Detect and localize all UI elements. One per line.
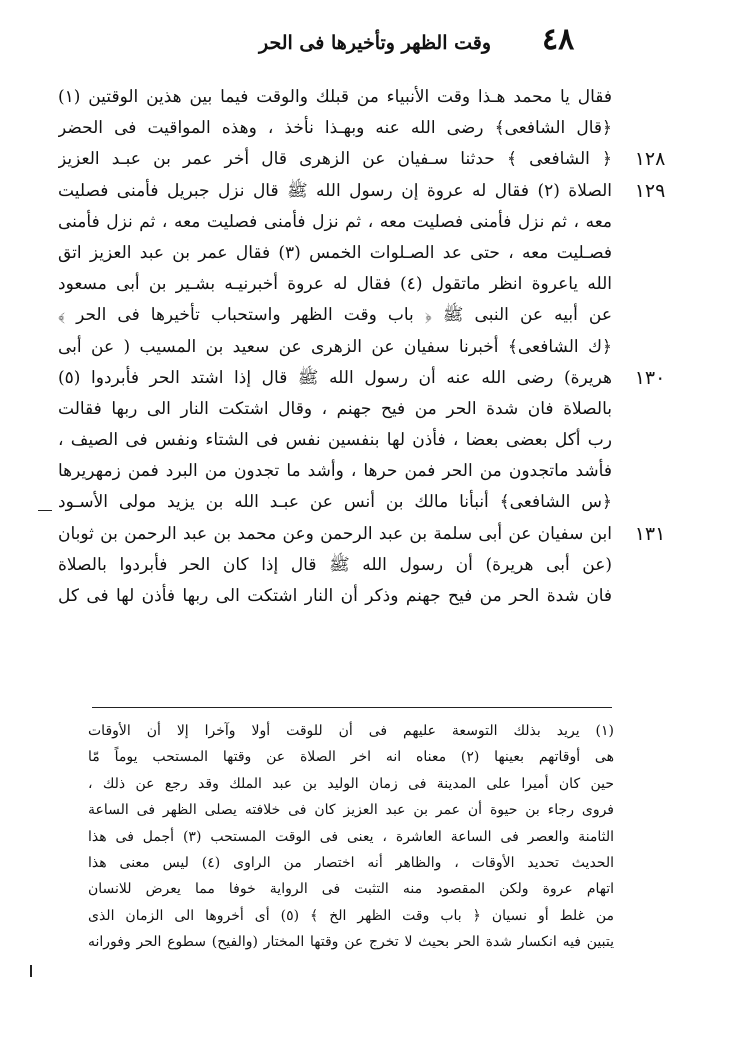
text-line: معه ، ثم نزل فأمنى فصليت معه ، ثم نزل فأمنى فصليت معه ، ثم نزل فأمنى <box>58 211 612 232</box>
text-line: (عن أبى هريرة) أن رسول الله ﷺ قال إذا كان الحر فأبردوا بالصلاة <box>58 554 612 575</box>
text-line: الصلاة (٢) فقال له عروة إن رسول الله ﷺ قال نزل جبريل فأمنى فصليت <box>58 180 612 201</box>
footnote-separator <box>92 707 612 708</box>
footnote-line: حين كان أميرا على المدينة فى زمان الوليد بن عبد الملك وقد رجع عن ذلك ، <box>88 775 614 792</box>
footnote-line: فروى رجاء بن حيوة أن عمر بن عبد العزيز كان فى خلافته يصلى الظهر فى الساعة <box>88 802 614 819</box>
footnote-line: هى أوقاتهم بعينها (٢) معناه انه اخر الصلاة عن وقتها المستحب يوماً مّا <box>88 749 614 766</box>
main-text <box>58 82 612 612</box>
text-line: الله ياعروة انظر ماتقول (٤) فقال له عروة أخبرنيـه بشـير بن أبى مسعود <box>58 274 612 295</box>
footnote-line: (١) يريد بذلك التوسعة عليهم فى أن للوقت أولا وآخرا إلا أن الأوقات <box>88 723 614 739</box>
text-line: هريرة) رضى الله عنه أن رسول الله ﷺ قال إذا اشتد الحر فأبردوا (٥) <box>58 367 612 388</box>
footnote-line: الحديث تحديد الأوقات ، والظاهر أنه اختصار من الراوى (٤) ليس معنى هذا <box>88 854 614 871</box>
text-line: فأشد ماتجدون من الحر فمن حرها ، وأشد ما تجدون من البرد فمن زمهريرها <box>58 461 612 482</box>
hadith-number: ١٣١ <box>634 522 666 545</box>
hadith-number: ١٢٩ <box>634 179 666 202</box>
page-number: ٤٨ <box>542 22 575 57</box>
margin-dash-mark <box>38 510 52 511</box>
running-title: وقت الظهر وتأخيرها فى الحر <box>258 32 492 54</box>
text-line: رب أكل بعضى بعضا ، فأذن لها بنفسين نفس فى الشتاء ونفس فى الصيف ، <box>58 430 612 451</box>
footnote-line: من غلط أو نسيان ﴿ باب وقت الظهر الخ ﴾ (٥) أى أخروها الى الزمان الذى <box>88 907 614 924</box>
text-line: بالصلاة فان شدة الحر من فيح جهنم ، وقال اشتكت النار الى ربها فقالت <box>58 398 612 419</box>
text-line: ﴿س الشافعى﴾ أنبأنا مالك بن أنس عن عبـد الله بن يزيد مولى الأسـود <box>58 492 612 513</box>
text-line: فقال يا محمد هـذا وقت الأنبياء من قبلك والوقت فيما بين هذين الوقتين (١) <box>58 87 612 107</box>
footnotes <box>88 718 614 956</box>
text-line: فصـليت معه ، حتى عد الصـلوات الخمس (٣) فقال عمر بن عبد العزيز اتق <box>58 242 612 263</box>
text-line: ﴿قال الشافعى﴾ رضى الله عنه وبهـذا نأخذ ، وهذه المواقيت فى الحضر <box>58 118 612 139</box>
text-line: عن أبيه عن النبى ﷺ ﴿ باب وقت الظهر واستحباب تأخيرها فى الحر ﴾ <box>58 305 612 326</box>
hadith-number: ١٣٠ <box>634 366 666 389</box>
text-line: ابن سفيان عن أبى سلمة بن عبد الرحمن وعن محمد بن عبد الرحمن بن ثوبان <box>58 523 612 544</box>
footnote-line: اتهام عروة ولكن المقصود منه التثبت فى الرواية خوفا مما يعرض للانسان <box>88 881 614 898</box>
text-line: ﴿ك الشافعى﴾ أخبرنا سفيان عن الزهرى عن سعيد بن المسيب ( عن أبى <box>58 336 612 357</box>
margin-tick-mark <box>30 965 32 977</box>
text-line: فان شدة الحر من فيح جهنم وذكر أن النار اشتكت الى ربها فأذن لها فى كل <box>58 586 612 606</box>
footnote-line: يتبين فيه انكسار شدة الحر بحيث لا تخرج عن وقتها المختار (والفيح) سطوع الحر وفورانه <box>88 934 614 951</box>
text-line: ﴿ الشافعى ﴾ حدثنا سـفيان عن الزهرى قال أخر عمر بن عبـد العزيز <box>58 149 612 170</box>
hadith-number: ١٢٨ <box>634 148 666 171</box>
footnote-line: الثامنة والعصر فى الساعة العاشرة ، يعنى فى الوقت المستحب (٣) أجمل فى هذا <box>88 828 614 845</box>
